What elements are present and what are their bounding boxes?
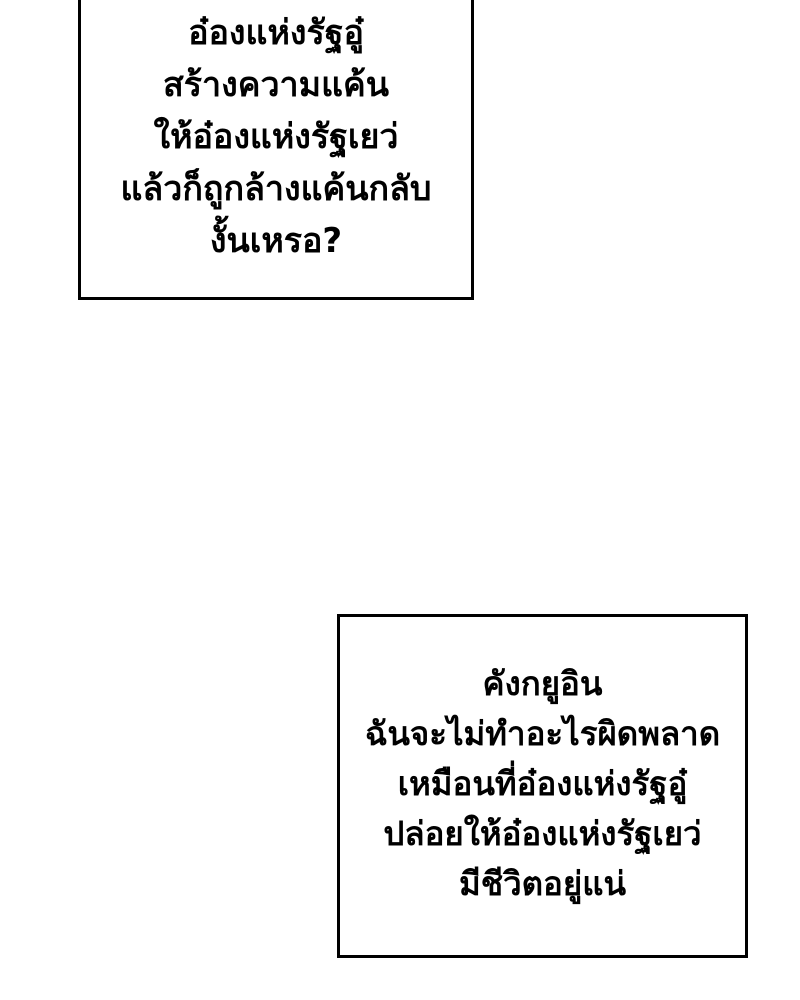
dialogue-line: แล้วก็ถูกล้างแค้นกลับ xyxy=(120,169,432,209)
dialogue-line: เหมือนที่อ๋องแห่งรัฐอู๋ xyxy=(397,764,688,803)
dialogue-line: ปล่อยให้อ๋องแห่งรัฐเยว่ xyxy=(383,814,702,853)
speech-box-top xyxy=(78,0,474,300)
dialogue-line: คังกยูอิน xyxy=(482,664,603,703)
dialogue-line: มีชีวิตอยู่แน่ xyxy=(458,864,627,903)
speech-box-bottom xyxy=(337,614,748,958)
dialogue-line: อ๋องแห่งรัฐอู๋ xyxy=(188,13,364,53)
dialogue-line: สร้างความแค้น xyxy=(163,65,389,105)
dialogue-line: งั้นเหรอ? xyxy=(209,221,343,261)
dialogue-line: ให้อ๋องแห่งรัฐเยว่ xyxy=(153,117,399,157)
dialogue-line: ฉันจะไม่ทำอะไรผิดพลาด xyxy=(364,714,721,753)
